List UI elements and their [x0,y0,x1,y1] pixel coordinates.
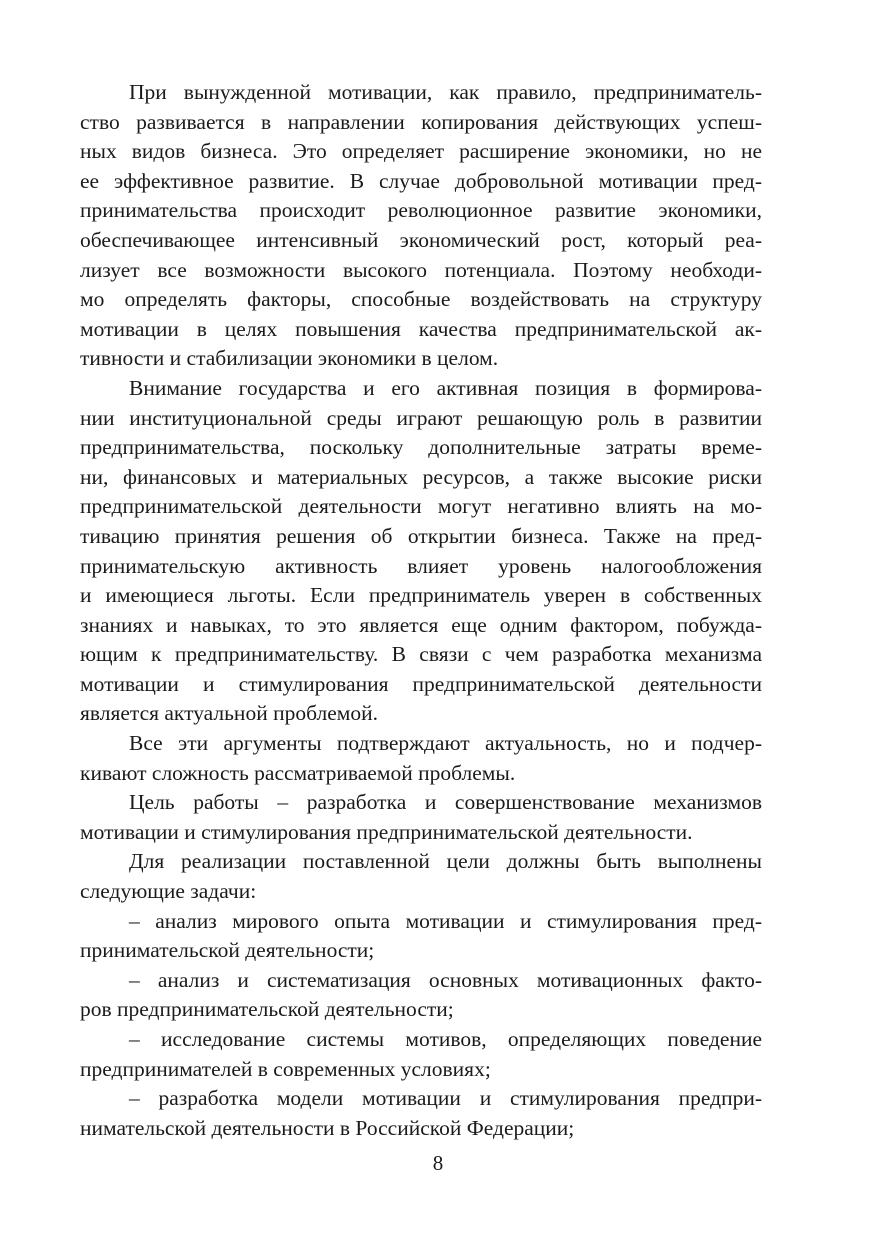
paragraph [80,966,762,1025]
paragraph [80,78,762,374]
page-number: 8 [432,1151,444,1175]
text-line: мотивации и стимулирования предпринимательской деятельности [80,671,762,696]
text-line: мотивации и стимулирования предпринимательской деятельности. [80,819,693,844]
text-line: ство развивается в направлении копирования действующих успеш- [80,109,762,134]
text-line: лизует все возможности высокого потенциала. Поэтому необходи- [80,257,762,282]
text-line: тивности и стабилизации экономики в целом. [80,346,499,371]
text-line: Внимание государства и его активная позиция в формирова- [129,375,762,400]
paragraph [80,907,762,966]
text-line: При вынужденной мотивации, как правило, предприниматель- [129,80,762,104]
text-line: предпринимателей в современных условиях; [80,1056,491,1081]
text-line: следующие задачи: [80,879,257,904]
paragraph [80,374,762,729]
text-line: кивают сложность рассматриваемой проблемы. [80,760,516,785]
text-line: и имеющиеся льготы. Если предприниматель уверен в собственных [80,583,762,608]
text-line: Все эти аргументы подтверждают актуальность, но и подчер- [129,731,762,756]
text-line: тивацию принятия решения об открытии бизнеса. Также на пред- [80,523,762,548]
text-line: знаниях и навыках, то это является еще одним фактором, побужда- [80,612,762,637]
text-line: принимательской деятельности; [80,938,375,963]
text-line: – разработка модели мотивации и стимулирования предпри- [129,1086,762,1111]
text-line: ющим к предпринимательству. В связи с чем разработка механизма [80,642,762,667]
paragraph [80,1025,762,1084]
paragraph [80,1084,762,1143]
text-line: мо определять факторы, способные воздействовать на структуру [80,287,762,312]
text-line: ее эффективное развитие. В случае добровольной мотивации пред- [80,168,762,193]
text-line: Цель работы – разработка и совершенствование механизмов [129,790,762,815]
document-page [80,78,762,1143]
paragraph [80,788,762,847]
text-line: нии институциональной среды играют решающую роль в развитии [80,405,762,430]
text-line: ни, финансовых и материальных ресурсов, а также высокие риски [80,464,762,489]
text-line: предпринимательской деятельности могут негативно влиять на мо- [80,494,762,519]
text-line: обеспечивающее интенсивный экономический рост, который реа- [80,227,762,252]
text-line: нимательской деятельности в Российской Федерации; [80,1115,575,1140]
text-line: принимательства происходит революционное развитие экономики, [80,198,762,223]
text-line: – анализ мирового опыта мотивации и стимулирования пред- [129,908,762,933]
text-line: Для реализации поставленной цели должны быть выполнены [129,849,762,874]
text-line: принимательскую активность влияет уровень налогообложения [80,553,762,578]
text-line: предпринимательства, поскольку дополнительные затраты време- [80,435,762,460]
text-line: – исследование системы мотивов, определяющих поведение [129,1027,762,1051]
text-line: ров предпринимательской деятельности; [80,997,454,1022]
paragraph [80,729,762,788]
text-line: ных видов бизнеса. Это определяет расширение экономики, но не [80,139,762,164]
text-line: – анализ и систематизация основных мотивационных факто- [129,967,762,992]
paragraph [80,847,762,906]
text-line: является актуальной проблемой. [80,701,378,726]
text-line: мотивации в целях повышения качества предпринимательской ак- [80,316,762,341]
